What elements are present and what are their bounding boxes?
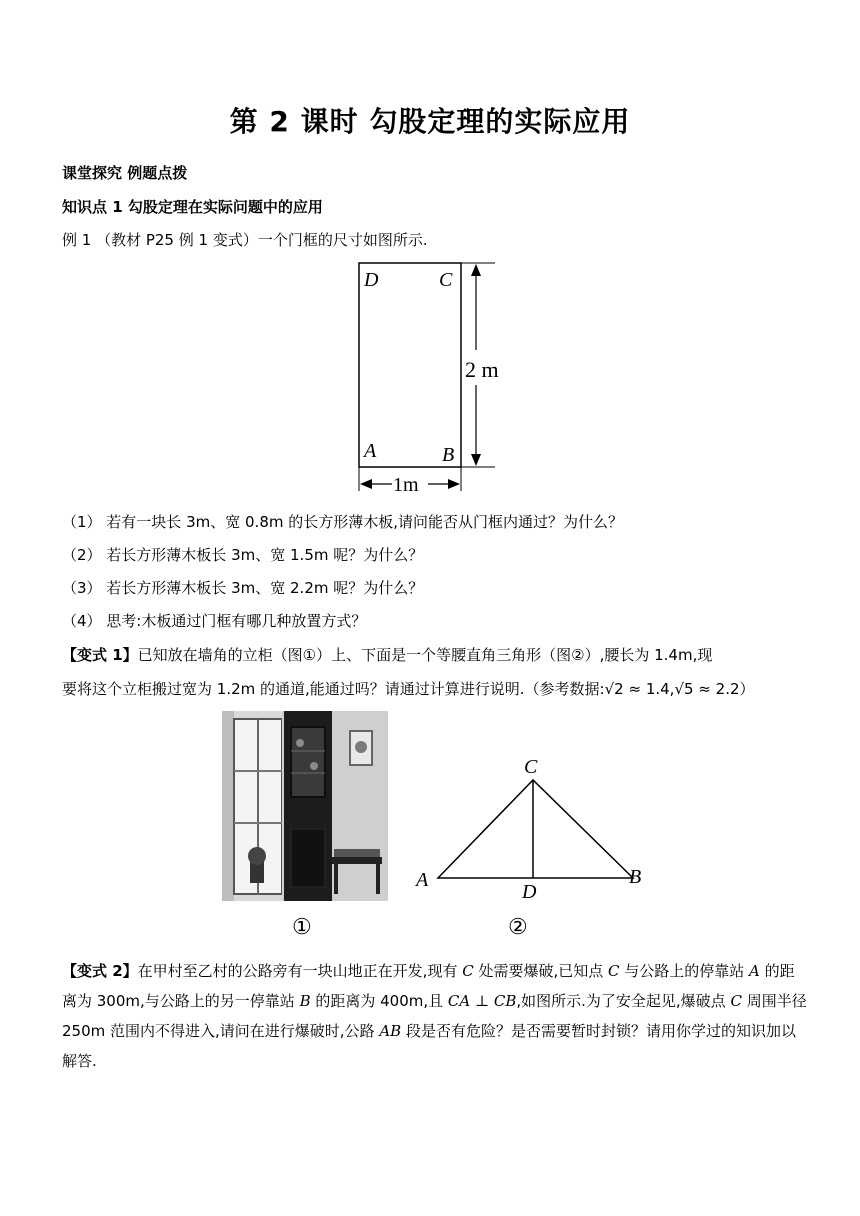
arrowhead-right xyxy=(448,479,460,489)
arrowhead-down xyxy=(471,454,481,466)
variant-2-text: ,如图所示.为了安全起见,爆破点 xyxy=(516,992,731,1010)
vertex-label-b: B xyxy=(442,444,455,466)
page-title: 第 2 课时 勾股定理的实际应用 xyxy=(229,105,631,138)
vertex-label-b: B xyxy=(629,866,642,888)
vertex-label-a: A xyxy=(364,440,377,462)
variant-2-text: 与公路上的停靠站 xyxy=(619,962,750,980)
isosceles-triangle-figure xyxy=(410,750,660,900)
section-heading-knowledge-point: 知识点 1 勾股定理在实际问题中的应用 xyxy=(62,198,323,216)
door-frame-rect xyxy=(359,263,461,467)
vertex-label-d: D xyxy=(522,881,537,900)
corner-cabinet-photo xyxy=(222,711,388,901)
variant-1-reference-data: √2 ≈ 1.4,√5 ≈ 2.2） xyxy=(604,680,755,698)
perpendicular-expression: CA ⊥ CB xyxy=(447,992,517,1010)
variant-1-line-2 xyxy=(62,679,755,699)
question-1: （1） 若有一块长 3m、宽 0.8m 的长方形薄木板,请问能否从门框内通过？为什么？ xyxy=(62,513,624,531)
height-label: 2 m xyxy=(465,357,499,382)
vertex-label-c: C xyxy=(524,756,538,778)
variant-2-paragraph xyxy=(62,956,807,1076)
point-c: C xyxy=(730,992,742,1010)
point-a: A xyxy=(749,962,760,980)
vertex-label-c: C xyxy=(439,269,453,291)
question-3: （3） 若长方形薄木板长 3m、宽 2.2m 呢？为什么？ xyxy=(62,579,424,597)
variant-2-text: 处需要爆破,已知点 xyxy=(473,962,609,980)
arrowhead-up xyxy=(471,264,481,276)
arrowhead-left xyxy=(360,479,372,489)
section-heading-classroom: 课堂探究 例题点拨 xyxy=(62,164,188,182)
point-b: B xyxy=(299,992,311,1010)
variant-1-text-2: 要将这个立柜搬过宽为 1.2m 的通道,能通过吗？请通过计算进行说明.（参考数据: xyxy=(62,680,605,698)
width-label: 1m xyxy=(393,474,419,495)
segment-ab: AB xyxy=(379,1022,402,1040)
point-c: C xyxy=(462,962,474,980)
variant-2-tag: 【变式 2】 xyxy=(62,962,138,980)
variant-2-text: 的距离为 300m,与公路上的另一停靠站 xyxy=(62,962,795,1010)
point-c: C xyxy=(608,962,620,980)
triangle-abc xyxy=(438,780,633,878)
example-1-text: 例 1 （教材 P25 例 1 变式）一个门框的尺寸如图所示. xyxy=(62,231,428,249)
figure-1-caption: ① xyxy=(292,915,312,940)
variant-1-text-1: 已知放在墙角的立柜（图①）上、下面是一个等腰直角三角形（图②）,腰长为 1.4m,现 xyxy=(137,646,713,664)
variant-2-text: 段是否有危险？是否需要暂时封锁？请用你学过的知识加以解答. xyxy=(62,1022,796,1070)
variant-1-line-1 xyxy=(62,645,712,665)
variant-2-text: 的距离为 400m,且 xyxy=(310,992,448,1010)
door-frame-figure xyxy=(350,255,520,495)
variant-1-tag: 【变式 1】 xyxy=(62,646,138,664)
vertex-label-a: A xyxy=(416,869,429,891)
question-2: （2） 若长方形薄木板长 3m、宽 1.5m 呢？为什么？ xyxy=(62,546,424,564)
variant-2-text: 在甲村至乙村的公路旁有一块山地正在开发,现有 xyxy=(137,962,463,980)
variant-2-text: 周围半径 250m 范围内不得进入,请问在进行爆破时,公路 xyxy=(62,992,807,1040)
question-4: （4） 思考:木板通过门框有哪几种放置方式？ xyxy=(62,612,367,630)
vertex-label-d: D xyxy=(364,269,379,291)
figure-2-caption: ② xyxy=(508,915,528,940)
